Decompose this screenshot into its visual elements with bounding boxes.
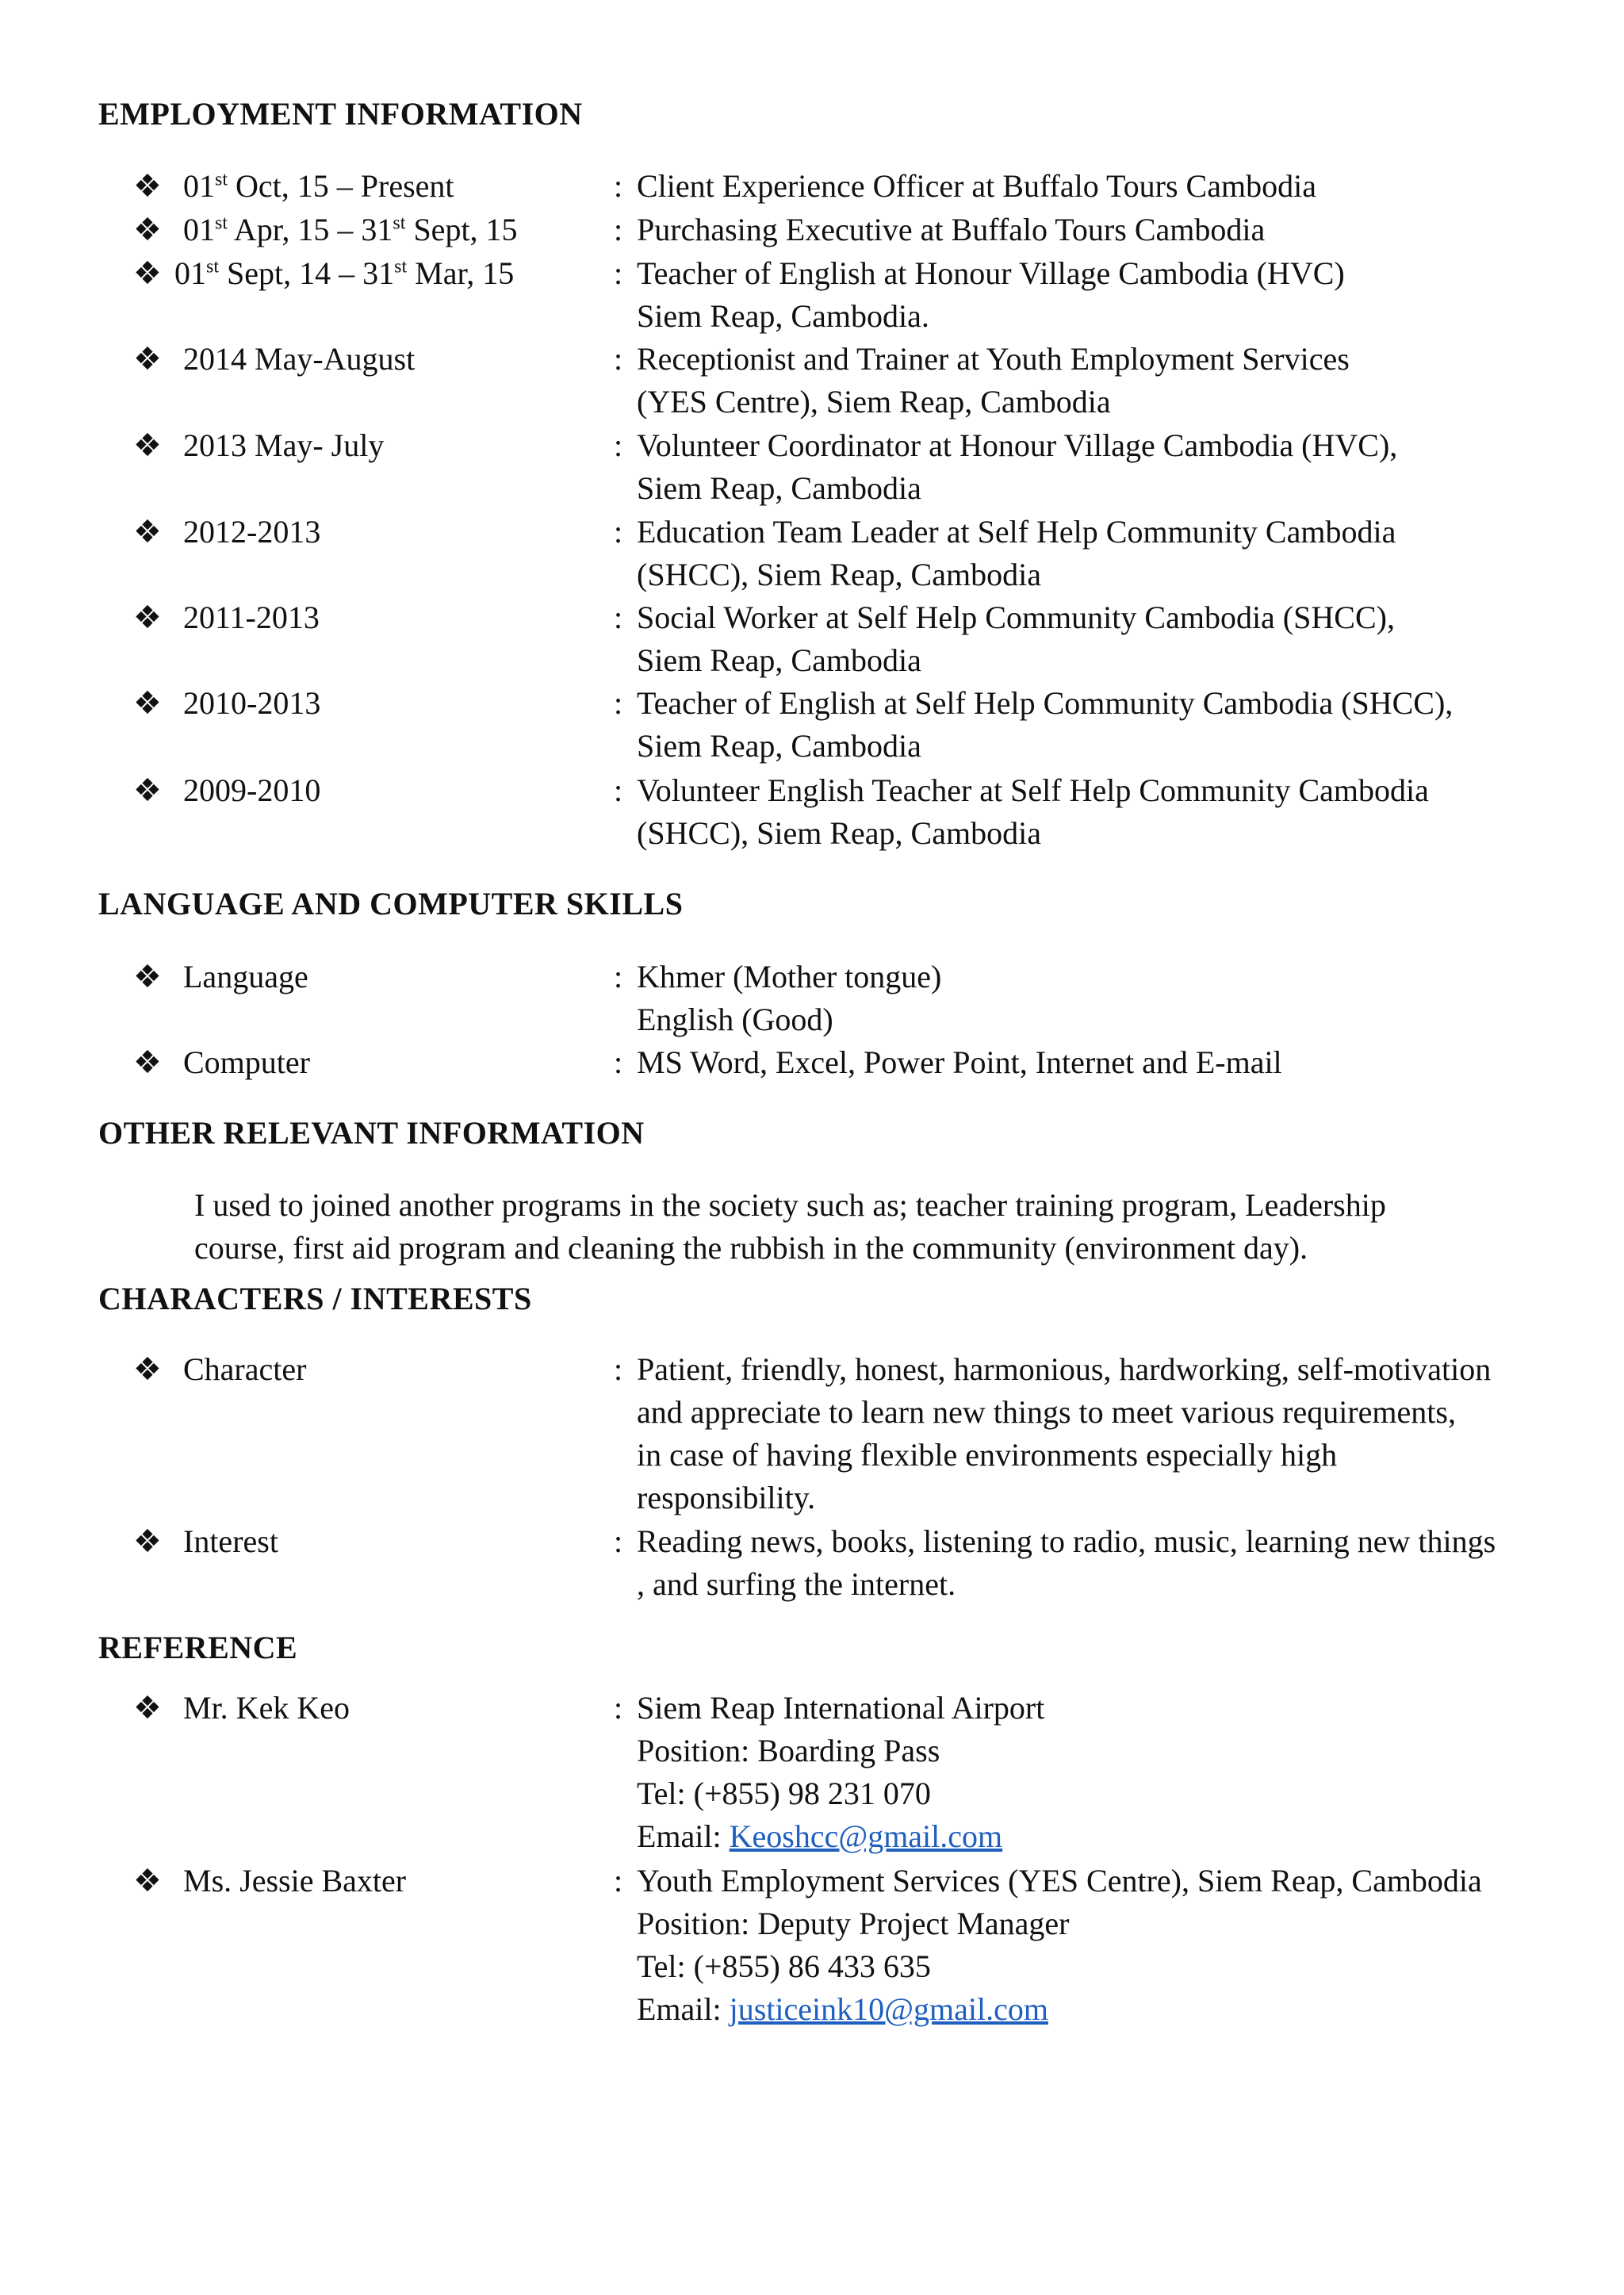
characters-label: Interest [183,1523,278,1559]
bullet-icon: ❖ [133,685,162,722]
skills-value: MS Word, Excel, Power Point, Internet and E-mail [637,1044,1282,1080]
bullet-icon: ❖ [133,1690,162,1726]
reference-org: Siem Reap International Airport [637,1690,1045,1726]
skills-section-title: LANGUAGE AND COMPUTER SKILLS [98,886,684,921]
employment-value: Purchasing Executive at Buffalo Tours Cambodia [637,212,1266,247]
colon: : [614,212,623,247]
employment-date: 01st Apr, 15 – 31st Sept, 15 [183,212,518,247]
employment-date: 01st Oct, 15 – Present [183,168,454,204]
employment-date: 2009-2010 [183,772,321,808]
colon: : [614,1690,623,1726]
bullet-icon: ❖ [133,255,162,292]
employment-value: Education Team Leader at Self Help Community Cambodia (SHCC), Siem Reap, Cambodia [637,514,1396,592]
bullet-icon: ❖ [133,168,162,205]
bullet-icon: ❖ [133,1523,162,1560]
email-link[interactable]: Keoshcc@gmail.com [729,1818,1003,1854]
colon: : [614,255,623,291]
other-paragraph: I used to joined another programs in the society such as; teacher training program, Leadership course, first aid program and cleaning the rubbish in the community (environment day). [194,1187,1386,1266]
bullet-icon: ❖ [133,514,162,550]
employment-date: 01st Sept, 14 – 31st Mar, 15 [174,255,515,291]
reference-position: Position: Boarding Pass [637,1733,940,1768]
other-section-title: OTHER RELEVANT INFORMATION [98,1115,645,1151]
skills-label: Language [183,959,308,994]
bullet-icon: ❖ [133,212,162,248]
reference-email-line: Email: justiceink10@gmail.com [637,1991,1048,2027]
employment-value: Receptionist and Trainer at Youth Employment Services (YES Centre), Siem Reap, Cambodia [637,341,1350,420]
employment-date: 2014 May-August [183,341,416,377]
reference-org: Youth Employment Services (YES Centre), Siem Reap, Cambodia [637,1863,1482,1898]
reference-section-title: REFERENCE [98,1630,298,1665]
employment-date: 2010-2013 [183,685,321,721]
skills-label: Computer [183,1044,310,1080]
employment-value: Volunteer Coordinator at Honour Village Cambodia (HVC), Siem Reap, Cambodia [637,427,1398,506]
colon: : [614,514,623,550]
colon: : [614,1523,623,1559]
bullet-icon: ❖ [133,959,162,995]
employment-section-title: EMPLOYMENT INFORMATION [98,96,583,132]
bullet-icon: ❖ [133,1863,162,1899]
colon: : [614,959,623,994]
colon: : [614,1351,623,1387]
reference-position: Position: Deputy Project Manager [637,1906,1070,1941]
skills-value: Khmer (Mother tongue) English (Good) [637,959,942,1037]
employment-date: 2013 May- July [183,427,385,463]
employment-value: Teacher of English at Self Help Community Cambodia (SHCC), Siem Reap, Cambodia [637,685,1454,764]
reference-tel: Tel: (+855) 98 231 070 [637,1776,931,1811]
reference-details [637,1687,1533,1858]
reference-name: Mr. Kek Keo [183,1690,350,1726]
employment-date: 2012-2013 [183,514,321,550]
characters-label: Character [183,1351,307,1387]
reference-details [637,1860,1533,2031]
bullet-icon: ❖ [133,427,162,464]
characters-value: Patient, friendly, honest, harmonious, hardworking, self-motivation and appreciate to learn new things to meet various requirements, in case of having flexible environments especially high responsibility. [637,1351,1492,1515]
bullet-icon: ❖ [133,1044,162,1081]
colon: : [614,1044,623,1080]
employment-value: Social Worker at Self Help Community Cambodia (SHCC), Siem Reap, Cambodia [637,600,1395,678]
bullet-icon: ❖ [133,600,162,636]
employment-value: Teacher of English at Honour Village Cambodia (HVC) Siem Reap, Cambodia. [637,255,1345,334]
email-link[interactable]: justiceink10@gmail.com [729,1991,1048,2027]
bullet-icon: ❖ [133,341,162,377]
employment-value: Volunteer English Teacher at Self Help Community Cambodia (SHCC), Siem Reap, Cambodia [637,772,1429,851]
colon: : [614,1863,623,1898]
reference-email-line: Email: Keoshcc@gmail.com [637,1818,1003,1854]
reference-name: Ms. Jessie Baxter [183,1863,407,1898]
employment-value: Client Experience Officer at Buffalo Tours Cambodia [637,168,1316,204]
colon: : [614,341,623,377]
characters-value: Reading news, books, listening to radio, music, learning new things , and surfing the internet. [637,1523,1496,1602]
reference-tel: Tel: (+855) 86 433 635 [637,1948,931,1984]
colon: : [614,168,623,204]
colon: : [614,772,623,808]
employment-date: 2011-2013 [183,600,320,635]
bullet-icon: ❖ [133,772,162,809]
colon: : [614,685,623,721]
colon: : [614,427,623,463]
characters-section-title: CHARACTERS / INTERESTS [98,1281,532,1316]
colon: : [614,600,623,635]
bullet-icon: ❖ [133,1351,162,1388]
